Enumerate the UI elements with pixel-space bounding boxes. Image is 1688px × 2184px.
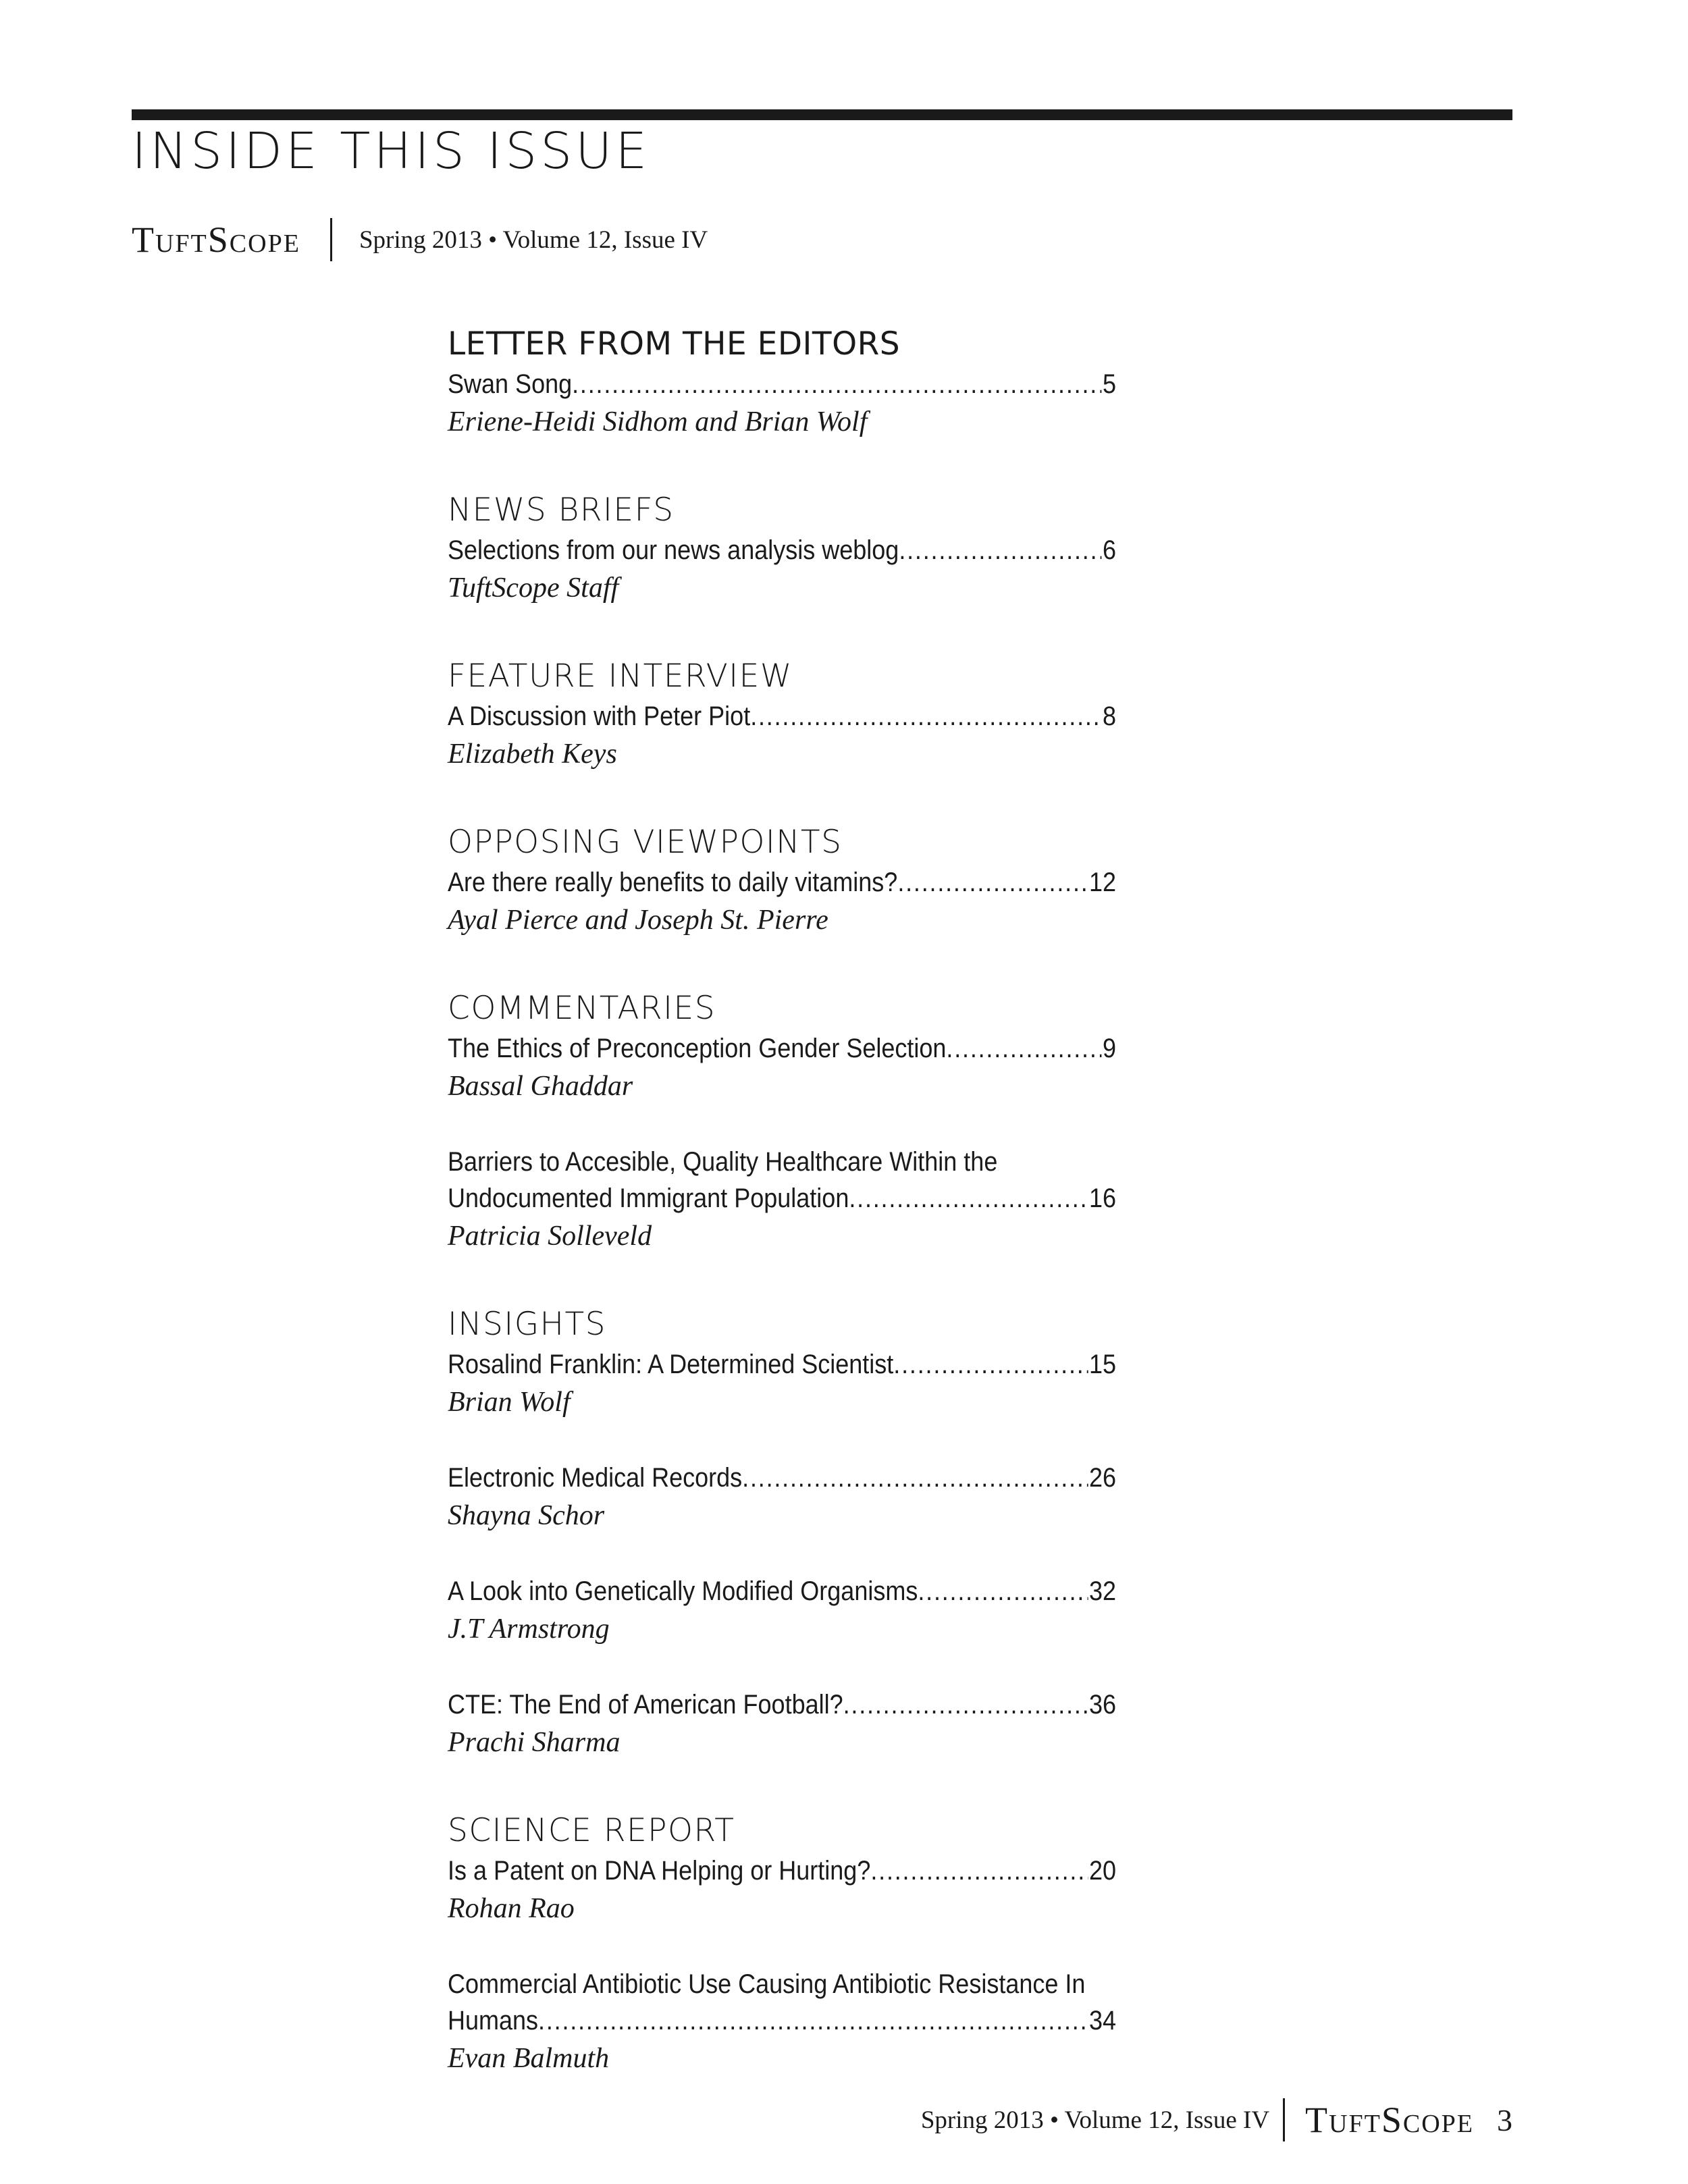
entry-author: Brian Wolf xyxy=(448,1387,571,1418)
entry-title-line xyxy=(448,698,1116,735)
entry-title-line xyxy=(448,1573,1116,1609)
entry-author: Rohan Rao xyxy=(448,1893,575,1924)
section-title: SCIENCE REPORT xyxy=(448,1812,735,1849)
toc-entry[interactable] xyxy=(448,532,1217,608)
entry-page: 36 xyxy=(1088,1690,1116,1720)
entry-title: Rosalind Franklin: A Determined Scientist xyxy=(448,1350,894,1379)
entry-author: Ayal Pierce and Joseph St. Pierre xyxy=(448,905,828,936)
toc-entry[interactable] xyxy=(448,1030,1217,1106)
toc-entry[interactable] xyxy=(448,1686,1217,1762)
dot-leader xyxy=(897,864,1088,901)
issue-info: Spring 2013 • Volume 12, Issue IV xyxy=(359,225,708,254)
entry-page: 16 xyxy=(1088,1183,1116,1213)
entry-title: A Look into Genetically Modified Organisms xyxy=(448,1576,918,1606)
entry-author: Evan Balmuth xyxy=(448,2043,610,2074)
entry-page: 32 xyxy=(1088,1576,1116,1606)
table-of-contents xyxy=(448,323,1217,2125)
entry-page: 5 xyxy=(1102,369,1116,399)
divider xyxy=(1283,2098,1285,2141)
toc-entry[interactable] xyxy=(448,1853,1217,1928)
dot-leader xyxy=(572,366,1101,402)
toc-entry[interactable] xyxy=(448,1460,1217,1535)
toc-section xyxy=(448,821,1217,940)
entry-title-line xyxy=(448,1180,1116,1217)
entry-page: 15 xyxy=(1088,1350,1116,1379)
entry-title-first-line: Barriers to Accesible, Quality Healthcare Within the xyxy=(448,1147,998,1177)
entry-title: Electronic Medical Records xyxy=(448,1463,743,1493)
section-title: FEATURE INTERVIEW xyxy=(448,658,793,695)
toc-section xyxy=(448,987,1217,1256)
toc-entry[interactable] xyxy=(448,366,1217,442)
entry-page: 20 xyxy=(1088,1856,1116,1886)
entry-title: Humans xyxy=(448,2006,539,2035)
toc-entry[interactable] xyxy=(448,1144,1217,1256)
toc-section xyxy=(448,323,1217,442)
dot-leader xyxy=(742,1460,1088,1496)
entry-title-line xyxy=(448,1853,1116,1889)
dot-leader xyxy=(538,2002,1088,2039)
entry-title: Is a Patent on DNA Helping or Hurting? xyxy=(448,1856,871,1886)
entry-author: Prachi Sharma xyxy=(448,1727,621,1758)
entry-author: Elizabeth Keys xyxy=(448,739,617,770)
dot-leader xyxy=(946,1030,1101,1067)
dot-leader xyxy=(899,532,1101,568)
entry-title-line xyxy=(448,2002,1116,2039)
dot-leader xyxy=(893,1346,1088,1383)
dot-leader xyxy=(750,698,1101,735)
entry-title: Are there really benefits to daily vitamins? xyxy=(448,868,898,897)
entry-author: Eriene-Heidi Sidhom and Brian Wolf xyxy=(448,406,868,437)
top-rule xyxy=(132,109,1512,120)
dot-leader xyxy=(918,1573,1088,1609)
section-title: LETTER FROM THE EDITORS xyxy=(448,325,901,363)
section-title: OPPOSING VIEWPOINTS xyxy=(448,824,843,861)
entry-title: Selections from our news analysis weblog xyxy=(448,535,899,565)
entry-title-line xyxy=(448,864,1116,901)
entry-title: Undocumented Immigrant Population xyxy=(448,1183,849,1213)
toc-section xyxy=(448,655,1217,774)
dot-leader xyxy=(870,1853,1088,1889)
entry-page: 34 xyxy=(1088,2006,1116,2035)
entry-author: TuftScope Staff xyxy=(448,572,619,604)
footer-issue-info: Spring 2013 • Volume 12, Issue IV xyxy=(920,2106,1270,2134)
entry-author: Patricia Solleveld xyxy=(448,1221,652,1252)
entry-title-line xyxy=(448,366,1116,402)
entry-page: 26 xyxy=(1088,1463,1116,1493)
entry-author: J.T Armstrong xyxy=(448,1614,610,1645)
footer-brand-name: TuftScope xyxy=(1305,2100,1474,2140)
toc-entry[interactable] xyxy=(448,1966,1217,2078)
entry-title: CTE: The End of American Football? xyxy=(448,1690,843,1720)
entry-author: Shayna Schor xyxy=(448,1500,605,1531)
toc-entry[interactable] xyxy=(448,1346,1217,1422)
toc-section xyxy=(448,489,1217,608)
page-title: INSIDE THIS ISSUE xyxy=(132,122,651,180)
entry-title: Swan Song xyxy=(448,369,573,399)
entry-page: 6 xyxy=(1102,535,1116,565)
page-number: 3 xyxy=(1497,2102,1512,2137)
entry-title-line xyxy=(448,1030,1116,1067)
entry-title: A Discussion with Peter Piot xyxy=(448,701,751,731)
entry-title-line xyxy=(448,532,1116,568)
section-title: INSIGHTS xyxy=(448,1306,607,1343)
entry-title-line xyxy=(448,1686,1116,1723)
toc-entry[interactable] xyxy=(448,1573,1217,1649)
toc-entry[interactable] xyxy=(448,698,1217,774)
toc-entry[interactable] xyxy=(448,864,1217,940)
brand-name: TuftScope xyxy=(132,219,300,260)
section-title: COMMENTARIES xyxy=(448,990,716,1027)
toc-section xyxy=(448,1809,1217,2078)
entry-page: 9 xyxy=(1102,1034,1116,1063)
entry-author: Bassal Ghaddar xyxy=(448,1071,633,1102)
entry-page: 12 xyxy=(1088,868,1116,897)
toc-section xyxy=(448,1303,1217,1762)
section-title: NEWS BRIEFS xyxy=(448,491,675,529)
divider xyxy=(330,218,332,261)
entry-title-first-line: Commercial Antibiotic Use Causing Antibiotic Resistance In xyxy=(448,1969,1086,1999)
entry-title: The Ethics of Preconception Gender Selection xyxy=(448,1034,947,1063)
dot-leader xyxy=(849,1180,1088,1217)
dot-leader xyxy=(843,1686,1088,1723)
masthead xyxy=(132,216,708,263)
entry-title-line xyxy=(448,1346,1116,1383)
entry-page: 8 xyxy=(1102,701,1116,731)
page-footer xyxy=(921,2096,1512,2143)
entry-title-line xyxy=(448,1460,1116,1496)
